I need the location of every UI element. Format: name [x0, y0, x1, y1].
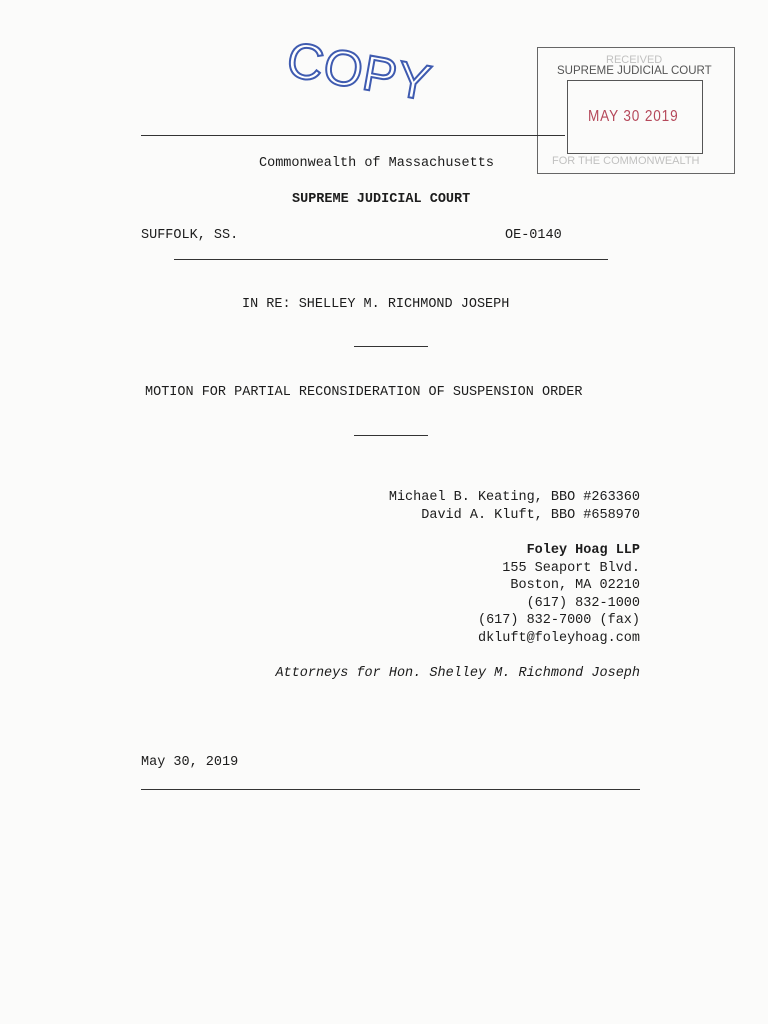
top-rule	[141, 135, 565, 136]
received-stamp-footer: FOR THE COMMONWEALTH	[552, 155, 700, 167]
email-address: dkluft@foleyhoag.com	[477, 631, 640, 646]
representation-line: Attorneys for Hon. Shelley M. Richmond Joseph	[275, 666, 640, 681]
short-rule-1	[354, 346, 428, 347]
filing-date: May 30, 2019	[141, 755, 239, 770]
firm-name: Foley Hoag LLP	[526, 543, 640, 558]
attorney-line: Michael B. Keating, BBO #263360	[388, 490, 640, 505]
case-caption: IN RE: SHELLEY M. RICHMOND JOSEPH	[242, 297, 510, 312]
county-label: SUFFOLK, SS.	[141, 228, 239, 243]
phone-number: (617) 832-1000	[526, 596, 640, 611]
bottom-rule	[141, 789, 640, 790]
docket-number: OE-0140	[505, 228, 562, 243]
copy-stamp: COPY	[282, 31, 437, 112]
fax-number: (617) 832-7000 (fax)	[477, 613, 640, 628]
short-rule-2	[354, 435, 428, 436]
address-line: Boston, MA 02210	[510, 578, 640, 593]
court-heading: SUPREME JUDICIAL COURT	[292, 192, 471, 207]
address-line: 155 Seaport Blvd.	[502, 561, 640, 576]
motion-title: MOTION FOR PARTIAL RECONSIDERATION OF SUSPENSION ORDER	[145, 385, 583, 400]
attorney-line: David A. Kluft, BBO #658970	[421, 508, 640, 523]
received-stamp-court: SUPREME JUDICIAL COURT	[557, 65, 712, 77]
header-rule	[174, 259, 608, 260]
commonwealth-heading: Commonwealth of Massachusetts	[259, 156, 494, 171]
received-stamp-date: MAY 30 2019	[588, 108, 679, 125]
received-stamp-label: RECEIVED	[606, 54, 663, 66]
